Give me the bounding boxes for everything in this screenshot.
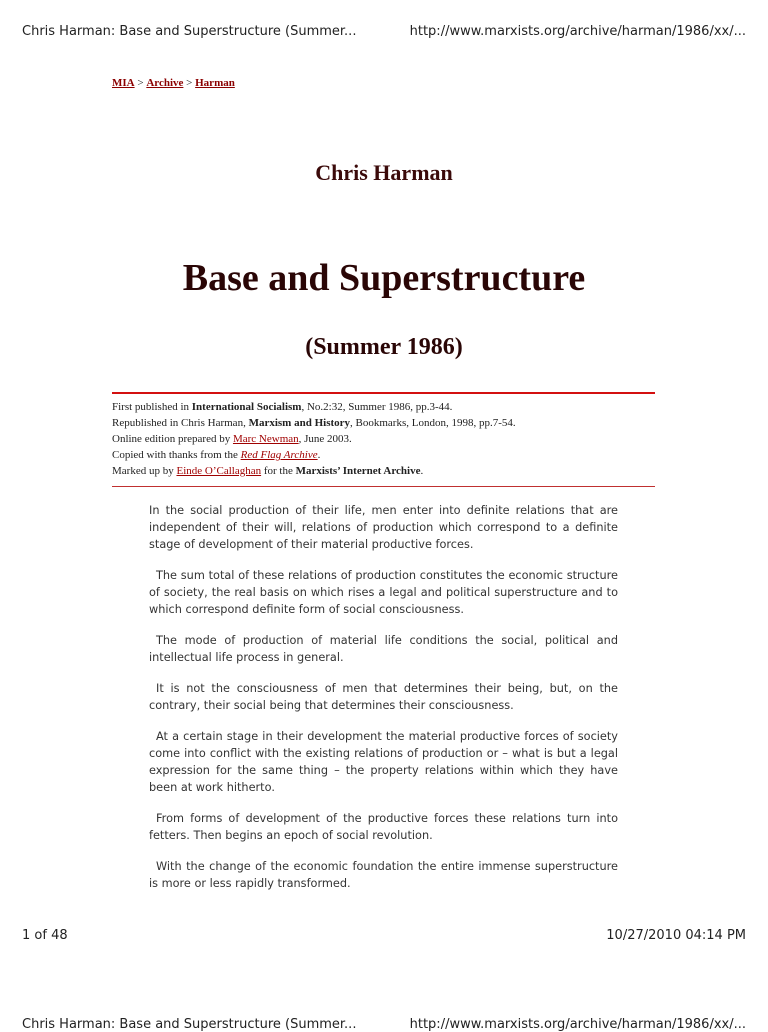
link-marc-newman[interactable]: Marc Newman [232, 433, 299, 445]
next-page-header-url: http://www.marxists.org/archive/harman/1986/xx/... [409, 1017, 746, 1032]
breadcrumb-link-harman[interactable]: Harman [195, 77, 235, 89]
publication-date: (Summer 1986) [305, 334, 463, 360]
quote-paragraph: The sum total of these relations of production constitutes the economic structure of society, the real basis on which rises a legal and political superstructure and to which correspond definite form of social consciousness. [149, 569, 618, 616]
quote-paragraph: With the change of the economic foundation the entire immense superstructure is more or less rapidly transformed. [149, 860, 618, 890]
breadcrumb-link-archive[interactable]: Archive [146, 77, 184, 89]
quote-paragraph: At a certain stage in their development the material productive forces of society come into conflict with the existing relations of production or – what is but a legal expression for the same thing – the property relations within which they have been at work hitherto. [149, 730, 618, 794]
page-counter: 1 of 48 [22, 928, 68, 943]
archive-name: Marxists’ Internet Archive [295, 465, 421, 477]
breadcrumb [112, 77, 235, 89]
next-page-header-title: Chris Harman: Base and Superstructure (Summer... [22, 1017, 357, 1032]
breadcrumb-separator: > [137, 77, 144, 89]
book-name: Marxism and History [248, 417, 351, 429]
info-line-online-edition: Online edition prepared by Marc Newman, June 2003. [112, 433, 352, 445]
divider-top [112, 392, 655, 394]
info-line-copied: Copied with thanks from the Red Flag Archive. [112, 449, 321, 461]
journal-name: International Socialism [191, 401, 302, 413]
quote-paragraph: From forms of development of the productive forces these relations turn into fetters. Then begins an epoch of social revolution. [149, 812, 618, 842]
print-header-url: http://www.marxists.org/archive/harman/1986/xx/... [409, 24, 746, 39]
print-timestamp: 10/27/2010 04:14 PM [606, 928, 746, 943]
quote-paragraph: In the social production of their life, men enter into definite relations that are independent of their will, relations of production which correspond to a definite stage of development of their material productive forces. [149, 504, 618, 551]
author-name: Chris Harman [315, 160, 453, 185]
info-line-republished: Republished in Chris Harman, Marxism and History, Bookmarks, London, 1998, pp.7-54. [112, 417, 516, 429]
breadcrumb-link-mia[interactable]: MIA [112, 77, 135, 89]
link-einde-ocallaghan[interactable]: Einde O’Callaghan [176, 465, 262, 477]
link-red-flag-archive[interactable]: Red Flag Archive [240, 449, 318, 461]
info-line-marked-up: Marked up by Einde O’Callaghan for the Marxists’ Internet Archive. [112, 465, 424, 477]
info-line-first-published: First published in International Socialism, No.2:32, Summer 1986, pp.3-44. [112, 401, 453, 413]
print-header-title: Chris Harman: Base and Superstructure (Summer... [22, 24, 357, 39]
publication-info [112, 399, 516, 479]
quote-paragraph: The mode of production of material life conditions the social, political and intellectual life process in general. [149, 634, 618, 664]
quote-paragraph: It is not the consciousness of men that determines their being, but, on the contrary, their social being that determines their consciousness. [149, 682, 618, 712]
divider-bottom [112, 486, 655, 487]
page-title: Base and Superstructure [182, 257, 586, 299]
quotation-block [149, 502, 618, 906]
breadcrumb-separator: > [186, 77, 193, 89]
